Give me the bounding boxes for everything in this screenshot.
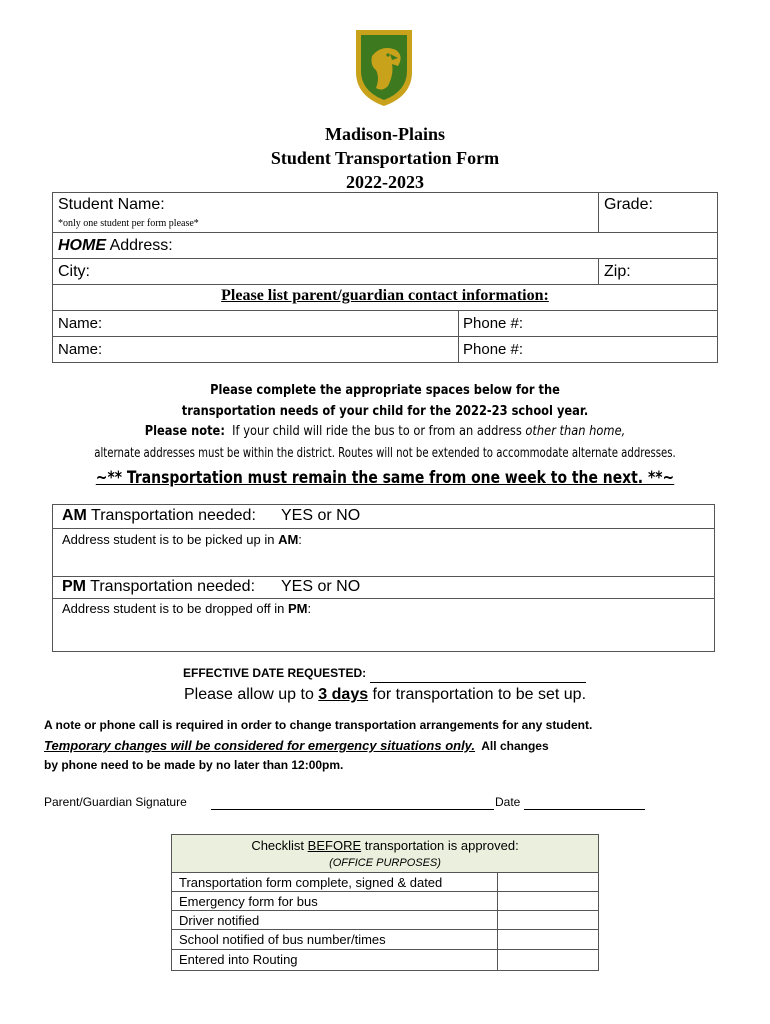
home-bold: HOME [58, 237, 106, 254]
allow-days: 3 days [318, 686, 369, 703]
pm-label: Transportation needed: [86, 578, 256, 595]
effective-date-label: EFFECTIVE DATE REQUESTED: [183, 666, 367, 680]
office-purposes: (OFFICE PURPOSES) [329, 857, 441, 869]
checklist-checkbox[interactable] [499, 892, 597, 909]
student-name-field[interactable] [190, 194, 590, 214]
am-bold: AM [62, 507, 87, 524]
contact-phone-label-1: Phone #: [463, 315, 524, 332]
signature-label: Parent/Guardian Signature [44, 795, 187, 809]
am-yes-no[interactable]: YES or NO [281, 507, 361, 524]
am-address-label: Address student is to be picked up in [62, 532, 279, 547]
checklist-item: Driver notified [179, 913, 260, 928]
checklist-checkbox[interactable] [499, 911, 597, 928]
contact-name-label-1: Name: [58, 315, 103, 332]
checklist-title-pre: Checklist [251, 838, 308, 853]
temporary-changes: Temporary changes will be considered for emergency situations only. [44, 738, 476, 753]
zip-label: Zip: [604, 263, 631, 280]
instructions-line-4: alternate addresses must be within the district. Routes will not be extended to accommodate alternate addresses. [94, 446, 676, 461]
instructions-line-1: Please complete the appropriate spaces below for the [210, 383, 560, 398]
checklist-checkbox[interactable] [499, 950, 597, 970]
school-logo [352, 26, 416, 108]
school-name: Madison-Plains [324, 124, 446, 144]
pm-yes-no[interactable]: YES or NO [281, 578, 361, 595]
city-label: City: [58, 263, 90, 280]
pm-bold: PM [62, 578, 86, 595]
form-title: Student Transportation Form [270, 148, 500, 168]
checklist-item: Emergency form for bus [179, 894, 318, 909]
transportation-warning: ~** Transportation must remain the same from one week to the next. **~ [95, 468, 675, 488]
school-year: 2022-2023 [346, 172, 424, 192]
checklist-item: Entered into Routing [179, 952, 298, 967]
checklist-item: Transportation form complete, signed & dated [179, 875, 443, 890]
note-text: If your child will ride the bus to or from an address [224, 424, 526, 439]
date-label: Date [495, 795, 521, 809]
student-name-note: *only one student per form please* [58, 218, 199, 229]
am-address-field[interactable] [60, 550, 710, 572]
instructions-line-2: transportation needs of your child for the 2022-23 school year. [181, 404, 589, 419]
contacts-heading: Please list parent/guardian contact information: [221, 287, 549, 304]
allow-text-pre: Please allow up to [183, 686, 319, 703]
checklist-item: School notified of bus number/times [179, 932, 386, 947]
checklist-checkbox[interactable] [499, 930, 597, 948]
pm-address-field[interactable] [60, 620, 710, 648]
date-field[interactable] [524, 795, 645, 810]
effective-date-field[interactable] [370, 666, 586, 683]
signature-field[interactable] [211, 795, 494, 810]
all-changes: All changes [475, 739, 549, 753]
contact-name-label-2: Name: [58, 341, 103, 358]
note-italic: other than home, [525, 424, 626, 439]
am-address-colon: : [298, 532, 302, 547]
pm-address-bold: PM [287, 601, 308, 616]
note-change-line: A note or phone call is required in order to change transportation arrangements for any student. [44, 718, 593, 732]
pm-address-label: Address student is to be dropped off in [62, 601, 288, 616]
grade-label: Grade: [604, 196, 653, 213]
checklist-title-before: BEFORE [307, 838, 362, 853]
contact-phone-label-2: Phone #: [463, 341, 524, 358]
allow-text-post: for transportation to be set up. [368, 686, 587, 703]
am-label: Transportation needed: [86, 507, 256, 524]
student-name-label: Student Name: [58, 196, 165, 213]
noon-deadline: by phone need to be made by no later than 12:00pm. [44, 758, 344, 772]
am-address-bold: AM [278, 532, 299, 547]
checklist-checkbox[interactable] [499, 873, 597, 890]
note-label: Please note: [144, 424, 225, 439]
pm-address-colon: : [307, 601, 312, 616]
checklist-title-post: transportation is approved: [361, 838, 519, 853]
address-label: Address: [106, 237, 173, 254]
